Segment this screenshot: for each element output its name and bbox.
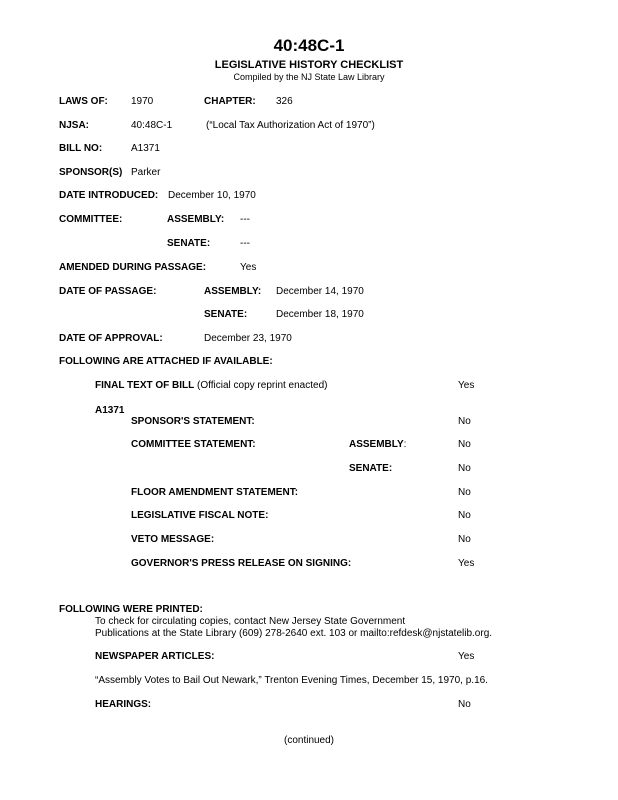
date-introduced-label: DATE INTRODUCED: (59, 190, 159, 201)
committee-statement-assembly (349, 439, 406, 451)
committee-assembly-label: ASSEMBLY: (167, 214, 225, 225)
committee-senate-value: --- (240, 238, 250, 249)
chapter-label: CHAPTER: (204, 96, 256, 107)
attached-bill-id: A1371 (95, 405, 125, 416)
newspaper-article-citation: “Assembly Votes to Bail Out Newark,” Trenton Evening Times, December 15, 1970, p.16. (95, 675, 488, 686)
final-text-value: Yes (458, 380, 475, 391)
press-release-value: Yes (458, 558, 475, 569)
continued-note: (continued) (283, 735, 335, 746)
date-of-approval-label: DATE OF APPROVAL: (59, 333, 163, 344)
passage-senate-label: SENATE: (204, 309, 248, 320)
veto-message-label: VETO MESSAGE: (131, 534, 215, 545)
date-of-passage-label: DATE OF PASSAGE: (59, 286, 157, 297)
newspaper-articles-label: NEWSPAPER ARTICLES: (95, 651, 215, 662)
date-introduced-value: December 10, 1970 (168, 190, 256, 201)
laws-of-value: 1970 (131, 96, 154, 107)
veto-message-value: No (458, 534, 471, 545)
passage-assembly-value: December 14, 1970 (276, 286, 364, 297)
sponsors-statement-label: SPONSOR'S STATEMENT: (131, 416, 255, 427)
page-title: 40:48C-1 (273, 36, 345, 55)
sponsors-statement-value: No (458, 416, 471, 427)
fiscal-note-value: No (458, 510, 471, 521)
sponsors-value: Parker (131, 167, 161, 178)
printed-note-line-1: To check for circulating copies, contact New Jersey State Government (95, 616, 406, 627)
committee-statement-assembly-value: No (458, 439, 471, 450)
page-subtitle: LEGISLATIVE HISTORY CHECKLIST (214, 59, 404, 71)
printed-heading: FOLLOWING WERE PRINTED: (59, 604, 203, 615)
newspaper-articles-value: Yes (458, 651, 475, 662)
attached-heading: FOLLOWING ARE ATTACHED IF AVAILABLE: (59, 356, 273, 367)
amended-value: Yes (240, 262, 257, 273)
chapter-value: 326 (276, 96, 293, 107)
hearings-label: HEARINGS: (95, 699, 152, 710)
njsa-description: (“Local Tax Authorization Act of 1970”) (206, 120, 375, 131)
fiscal-note-label: LEGISLATIVE FISCAL NOTE: (131, 510, 269, 521)
committee-statement-label: COMMITTEE STATEMENT: (131, 439, 256, 450)
printed-note-line-2: Publications at the State Library (609) 278-2640 ext. 103 or mailto:refdesk@njstatelib.org. (95, 628, 493, 639)
njsa-value: 40:48C-1 (131, 120, 173, 131)
amended-label: AMENDED DURING PASSAGE: (59, 262, 207, 273)
committee-label: COMMITTEE: (59, 214, 123, 225)
committee-statement-assembly-label: ASSEMBLY (349, 439, 404, 450)
press-release-label: GOVERNOR'S PRESS RELEASE ON SIGNING: (131, 558, 352, 569)
laws-of-label: LAWS OF: (59, 96, 108, 107)
floor-amendment-label: FLOOR AMENDMENT STATEMENT: (131, 487, 299, 498)
committee-senate-label: SENATE: (167, 238, 211, 249)
compiled-by: Compiled by the NJ State Law Library (233, 72, 385, 82)
committee-statement-senate-label: SENATE: (349, 463, 393, 474)
committee-assembly-value: --- (240, 214, 250, 225)
bill-no-label: BILL NO: (59, 143, 103, 154)
floor-amendment-value: No (458, 487, 471, 498)
committee-statement-senate-value: No (458, 463, 471, 474)
passage-senate-value: December 18, 1970 (276, 309, 364, 320)
final-text-line (95, 380, 327, 392)
final-text-label: FINAL TEXT OF BILL (95, 380, 195, 391)
passage-assembly-label: ASSEMBLY: (204, 286, 262, 297)
njsa-label: NJSA: (59, 120, 90, 131)
hearings-value: No (458, 699, 471, 710)
bill-no-value: A1371 (131, 143, 160, 154)
committee-statement-assembly-colon: : (403, 439, 407, 450)
final-text-note: (Official copy reprint enacted) (194, 380, 328, 391)
date-of-approval-value: December 23, 1970 (204, 333, 292, 344)
sponsors-label: SPONSOR(S) (59, 167, 123, 178)
